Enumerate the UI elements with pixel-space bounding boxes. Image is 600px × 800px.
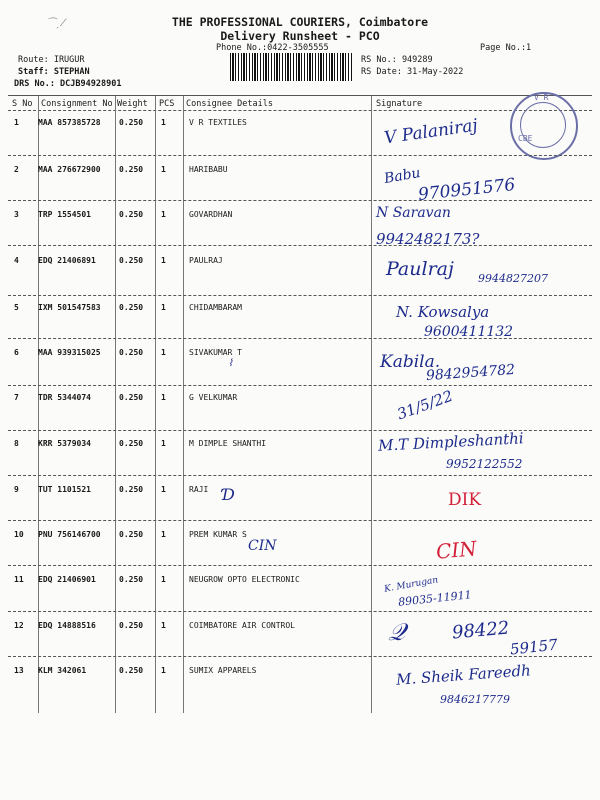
row-weight: 0.250 [119, 303, 144, 312]
row-signature: V Palaniraj [383, 115, 479, 149]
row-signature-phone: 9600411132 [424, 324, 514, 340]
row-consignment: TUT 1101521 [38, 485, 91, 494]
col-divider [155, 96, 156, 713]
row-weight: 0.250 [119, 621, 144, 630]
table-top-rule [8, 95, 592, 96]
col-consignee: Consignee Details [186, 99, 273, 109]
row-consignee: SIVAKUMAR T [189, 348, 242, 357]
staff: Staff: STEPHAN [18, 67, 90, 77]
row-signature: N Saravan [376, 205, 451, 221]
row-sno: 12 [14, 621, 24, 630]
row-pcs: 1 [161, 393, 166, 402]
barcode [230, 53, 352, 81]
phone-number: Phone No.:0422-3505555 [216, 43, 329, 53]
corner-scribble: ⌒ˏ ⁄ [46, 18, 65, 29]
col-divider [371, 96, 372, 713]
consignee-scribble: ⌇ [228, 358, 233, 369]
row-signature: K. Murugan [383, 575, 439, 595]
drs-number: DRS No.: DCJB94928901 [14, 79, 122, 89]
row-sno: 11 [14, 575, 24, 584]
row-signature: M. Sheik Fareedh [395, 661, 532, 689]
row-sno: 3 [14, 210, 19, 219]
row-signature: N. Kowsalya [396, 303, 490, 321]
row-consignment: IXM 501547583 [38, 303, 101, 312]
col-pcs: PCS [159, 99, 175, 109]
row-signature: Babu [382, 164, 422, 188]
row-sno: 8 [14, 439, 19, 448]
signature-mark-icon: 𝒬 [388, 618, 406, 646]
header-rule [8, 110, 592, 111]
row-pcs: 1 [161, 303, 166, 312]
row-weight: 0.250 [119, 165, 144, 174]
row-sno: 9 [14, 485, 19, 494]
row-pcs: 1 [161, 530, 166, 539]
row-signature-phone: 9842954782 [425, 361, 516, 385]
stamp-top-text: V R [534, 93, 549, 102]
row-consignee: RAJI [189, 485, 209, 494]
row-signature: Paulraj [386, 258, 454, 280]
row-weight: 0.250 [119, 256, 144, 265]
row-consignment: MAA 939315025 [38, 348, 101, 357]
row-pcs: 1 [161, 348, 166, 357]
row-sno: 6 [14, 348, 19, 357]
row-consignment: MAA 276672900 [38, 165, 101, 174]
row-consignee: GOVARDHAN [189, 210, 233, 219]
row-consignee: M DIMPLE SHANTHI [189, 439, 267, 448]
row-consignment: EDQ 21406891 [38, 256, 96, 265]
row-consignee: PAULRAJ [189, 256, 223, 265]
row-signature-phone: 59157 [509, 635, 559, 659]
row-consignee: SUMIX APPARELS [189, 666, 257, 675]
row-consignment: TDR 5344074 [38, 393, 91, 402]
row-weight: 0.250 [119, 485, 144, 494]
runsheet-title: Delivery Runsheet - PCO [220, 29, 380, 43]
row-signature: 98422 [451, 617, 511, 644]
rs-number: RS No.: 949289 [361, 55, 433, 65]
row-consignee: COIMBATORE AIR CONTROL [189, 621, 295, 630]
rs-date: RS Date: 31-May-2022 [361, 67, 464, 77]
row-consignee: HARIBABU [189, 165, 228, 174]
col-divider [115, 96, 116, 713]
row-consignment: KLM 342061 [38, 666, 87, 675]
row-pcs: 1 [161, 118, 166, 127]
row-consignment: TRP 1554501 [38, 210, 91, 219]
row-pcs: 1 [161, 165, 166, 174]
row-consignee: PREM KUMAR S [189, 530, 247, 539]
row-weight: 0.250 [119, 530, 144, 539]
consignee-scribble: CIN [248, 538, 277, 554]
row-weight: 0.250 [119, 575, 144, 584]
row-sno: 5 [14, 303, 19, 312]
company-title: THE PROFESSIONAL COURIERS, Coimbatore [171, 15, 429, 29]
row-weight: 0.250 [119, 118, 144, 127]
row-consignee: NEUGROW OPTO ELECTRONIC [189, 575, 300, 584]
row-consignment: EDQ 21406901 [38, 575, 96, 584]
stamp-bottom-text: CBE [518, 134, 533, 143]
row-signature: CIN [435, 536, 478, 564]
row-signature-phone: 9944827207 [478, 272, 548, 285]
row-pcs: 1 [161, 210, 166, 219]
row-pcs: 1 [161, 621, 166, 630]
row-consignee: V R TEXTILES [189, 118, 247, 127]
row-signature-phone: 9846217779 [440, 693, 510, 706]
row-consignment: MAA 857385728 [38, 118, 101, 127]
row-pcs: 1 [161, 439, 166, 448]
col-consignment: Consignment No [41, 99, 113, 109]
col-divider [183, 96, 184, 713]
row-weight: 0.250 [119, 393, 144, 402]
consignee-scribble: Ɗ [222, 485, 235, 504]
row-signature: Kabila. [380, 352, 441, 372]
row-weight: 0.250 [119, 210, 144, 219]
col-signature: Signature [376, 99, 423, 109]
row-weight: 0.250 [119, 348, 144, 357]
rubber-stamp [510, 92, 578, 160]
row-signature-phone: 970951576 [417, 174, 517, 206]
row-sno: 13 [14, 666, 24, 675]
row-pcs: 1 [161, 485, 166, 494]
row-sno: 7 [14, 393, 19, 402]
route: Route: IRUGUR [18, 55, 85, 65]
row-weight: 0.250 [119, 666, 144, 675]
row-consignee: G VELKUMAR [189, 393, 238, 402]
row-signature-phone: 89035-11911 [397, 588, 473, 609]
page-number: Page No.:1 [480, 43, 532, 53]
row-sno: 10 [14, 530, 24, 539]
row-signature: M.T Dimpleshanthi [377, 429, 525, 455]
row-pcs: 1 [161, 666, 166, 675]
row-signature-phone: 9952122552 [446, 457, 523, 471]
row-sno: 1 [14, 118, 19, 127]
col-sno: S No [12, 99, 33, 109]
row-signature: 31/5/22 [394, 386, 456, 424]
row-weight: 0.250 [119, 439, 144, 448]
row-sno: 2 [14, 165, 19, 174]
row-signature-phone: 9942482173? [376, 230, 480, 248]
row-consignment: EDQ 14888516 [38, 621, 96, 630]
row-consignment: PNU 756146700 [38, 530, 101, 539]
row-consignee: CHIDAMBARAM [189, 303, 242, 312]
col-weight: Weight [117, 99, 148, 109]
row-signature: DIK [448, 490, 482, 510]
row-pcs: 1 [161, 575, 166, 584]
row-consignment: KRR 5379034 [38, 439, 91, 448]
row-pcs: 1 [161, 256, 166, 265]
row-sno: 4 [14, 256, 19, 265]
